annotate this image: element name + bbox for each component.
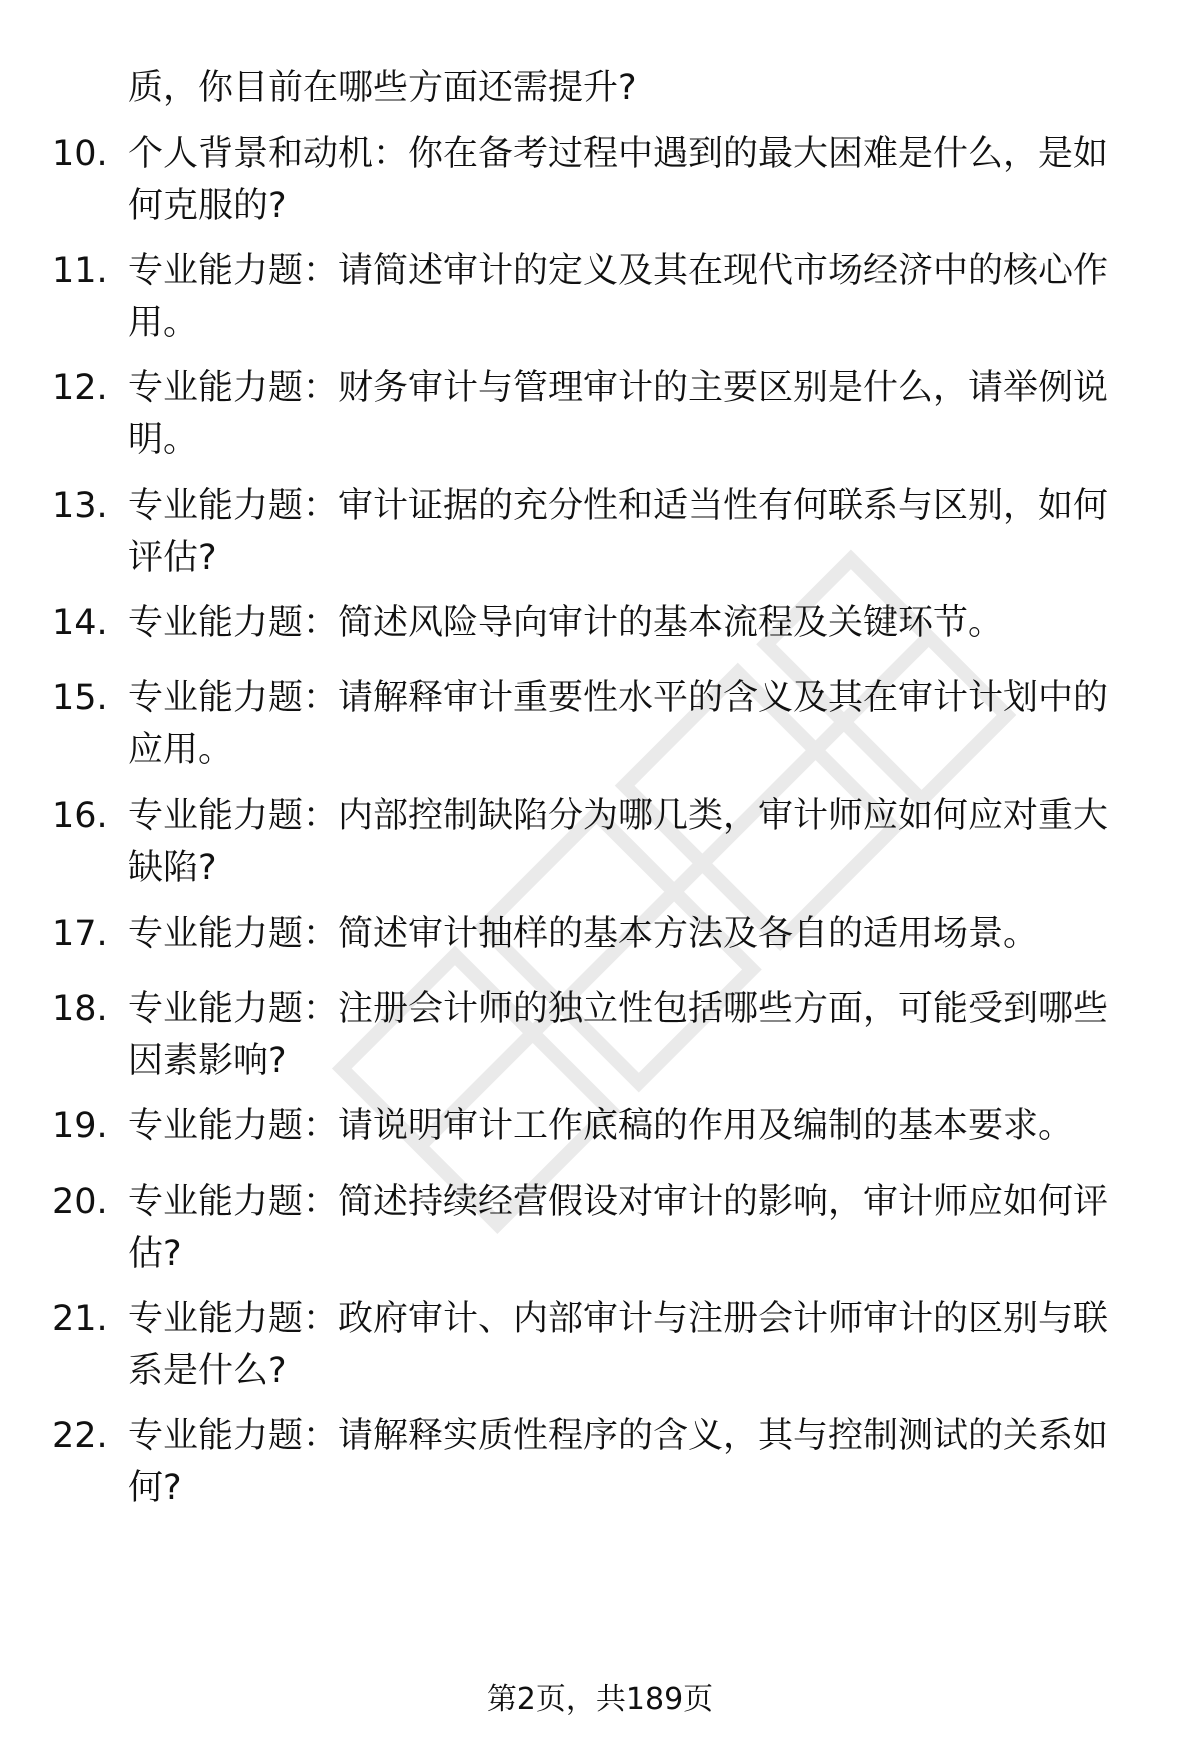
item-text: 个人背景和动机：你在备考过程中遇到的最大困难是什么，是如何克服的?	[128, 134, 1109, 226]
item-number: 18.	[52, 989, 108, 1029]
list-item	[52, 1100, 1142, 1152]
list-item	[52, 790, 1142, 894]
continuation-text: 质，你目前在哪些方面还需提升?	[128, 68, 637, 108]
item-text: 专业能力题：请说明审计工作底稿的作用及编制的基本要求。	[128, 1106, 1074, 1146]
item-number: 15.	[52, 678, 108, 718]
item-text: 专业能力题：简述审计抽样的基本方法及各自的适用场景。	[128, 914, 1039, 954]
item-number: 11.	[52, 251, 108, 291]
item-number: 19.	[52, 1106, 108, 1146]
list-item	[52, 128, 1142, 232]
item-number: 21.	[52, 1299, 108, 1339]
item-text: 专业能力题：简述风险导向审计的基本流程及关键环节。	[128, 603, 1004, 643]
item-text: 专业能力题：注册会计师的独立性包括哪些方面，可能受到哪些因素影响?	[128, 989, 1109, 1081]
item-number: 14.	[52, 603, 108, 643]
list-item	[52, 362, 1142, 466]
item-number: 17.	[52, 914, 108, 954]
item-text: 专业能力题：内部控制缺陷分为哪几类，审计师应如何应对重大缺陷?	[128, 796, 1109, 888]
list-item	[52, 1410, 1142, 1514]
list-item	[52, 1293, 1142, 1397]
page-footer: 第2页，共189页	[486, 1682, 714, 1717]
item-text: 专业能力题：审计证据的充分性和适当性有何联系与区别，如何评估?	[128, 486, 1109, 578]
list-item	[52, 983, 1142, 1087]
item-text: 专业能力题：政府审计、内部审计与注册会计师审计的区别与联系是什么?	[128, 1299, 1109, 1391]
list-item	[52, 245, 1142, 349]
item-text: 专业能力题：请简述审计的定义及其在现代市场经济中的核心作用。	[128, 251, 1109, 343]
item-text: 专业能力题：请解释审计重要性水平的含义及其在审计计划中的应用。	[128, 678, 1109, 770]
item-text: 专业能力题：请解释实质性程序的含义，其与控制测试的关系如何?	[128, 1416, 1109, 1508]
list-item	[52, 908, 1142, 960]
list-item	[52, 480, 1142, 584]
item-number: 16.	[52, 796, 108, 836]
item-number: 12.	[52, 368, 108, 408]
item-number: 22.	[52, 1416, 108, 1456]
list-item	[52, 672, 1142, 776]
item-text: 专业能力题：财务审计与管理审计的主要区别是什么，请举例说明。	[128, 368, 1109, 460]
item-text: 专业能力题：简述持续经营假设对审计的影响，审计师应如何评估?	[128, 1182, 1109, 1274]
item-number: 20.	[52, 1182, 108, 1222]
item-number: 10.	[52, 134, 108, 174]
list-item	[52, 597, 1142, 649]
item-number: 13.	[52, 486, 108, 526]
list-item	[52, 1176, 1142, 1280]
